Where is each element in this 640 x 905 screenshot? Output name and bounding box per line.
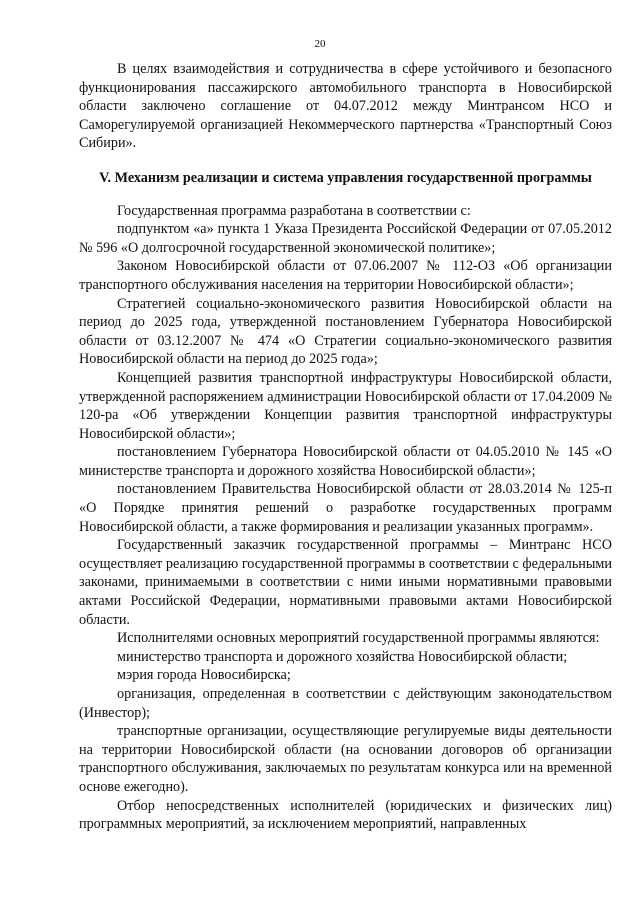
paragraph-governor-resolution: постановлением Губернатора Новосибирской области от 04.05.2010 № 145 «О министерстве транспорта и дорожного хозяйства Новосибирской области»; (79, 444, 612, 479)
page-number: 20 (314, 38, 326, 50)
document-body (79, 60, 612, 834)
paragraph-executor-transport-orgs: транспортные организации, осуществляющие регулируемые виды деятельности на территории Новосибирской области (на основании договоров об организации транспортного обслуживания, заключаемых по результатам конкурса или на временной основе ежегодно). (79, 723, 612, 795)
paragraph-executor-investor: организация, определенная в соответствии с действующим законодательством (Инвестор); (79, 686, 612, 721)
paragraph-concept: Концепцией развития транспортной инфраструктуры Новосибирской области, утвержденной распоряжением администрации Новосибирской области от 17.04.2009 № 120-ра «Об утверждении Концепции развития транспортной инфраструктуры Новосибирской области»; (79, 369, 612, 442)
paragraph-executors-intro: Исполнителями основных мероприятий государственной программы являются: (117, 630, 600, 647)
paragraph-government-resolution: постановлением Правительства Новосибирской области от 28.03.2014 № 125-п «О Порядке принятия решений о разработке государственных программ Новосибирской области, а также формирования и реализации указанных программ». (79, 481, 612, 535)
paragraph-presidential-decree: подпунктом «а» пункта 1 Указа Президента Российской Федерации от 07.05.2012 № 596 «О долгосрочной государственной экономической политике»; (79, 221, 612, 256)
paragraph-state-customer: Государственный заказчик государственной программы – Минтранс НСО осуществляет реализацию государственной программы в соответствии с федеральными законами, принимаемыми в соответствии с ними иными нормативными правовыми актами Российской Федерации, нормативными правовыми актами Новосибирской области. (79, 537, 612, 628)
paragraph-selection: Отбор непосредственных исполнителей (юридических и физических лиц) программных мероприятий, за исключением мероприятий, направленных (79, 797, 612, 833)
paragraph-executor-ministry: министерство транспорта и дорожного хозяйства Новосибирской области; (117, 648, 568, 665)
paragraph-strategy: Стратегией социально-экономического развития Новосибирской области на период до 2025 года, утвержденной постановлением Губернатора Новосибирской области от 03.12.2007 № 474 «О Стратегии социально-экономического развития Новосибирской области на период до 2025 года»; (79, 295, 612, 368)
paragraph-executor-city-hall: мэрия города Новосибирска; (117, 667, 291, 684)
section-heading: V. Механизм реализации и система управления государственной программы (99, 169, 592, 186)
paragraph-regional-law: Законом Новосибирской области от 07.06.2007 № 112-ОЗ «Об организации транспортного обслуживания населения на территории Новосибирской области»; (79, 258, 612, 293)
intro-paragraph: В целях взаимодействия и сотрудничества в сфере устойчивого и безопасного функционирования пассажирского автомобильного транспорта в Новосибирской области заключено соглашение от 04.07.2012 между Минтрансом НСО и Саморегулируемой организацией Некоммерческого партнерства «Транспортный Союз Сибири». (79, 61, 612, 152)
paragraph-basis-intro: Государственная программа разработана в соответствии с: (117, 202, 471, 219)
